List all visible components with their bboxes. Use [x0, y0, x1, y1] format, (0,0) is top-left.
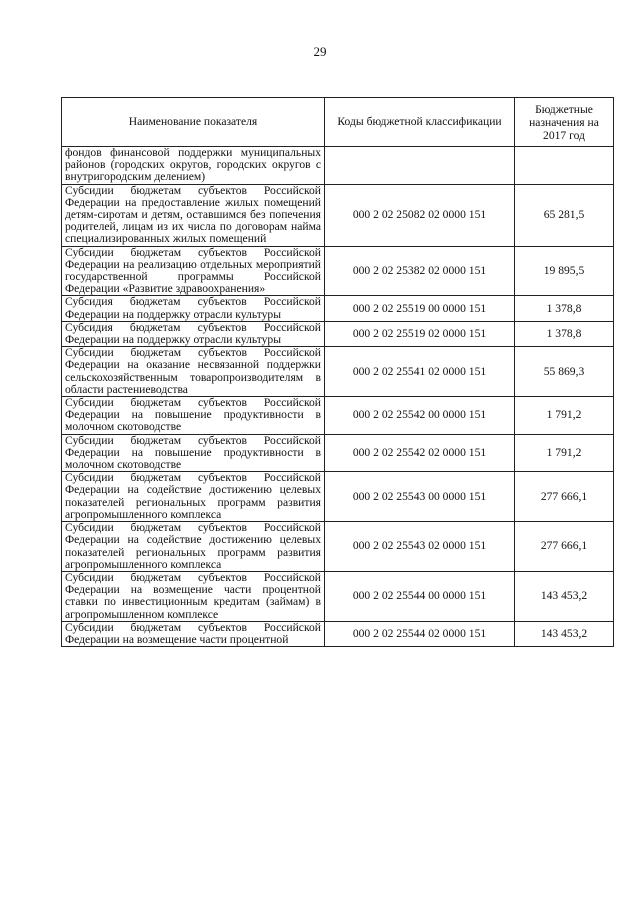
header-code: Коды бюджетной классификации: [325, 98, 515, 147]
row-code: 000 2 02 25519 00 0000 151: [325, 296, 515, 321]
budget-table: [61, 97, 614, 647]
table-row: [62, 347, 614, 397]
row-name: Субсидии бюджетам субъектов Российской Федерации на возмещение части процентной: [62, 621, 325, 646]
table-row: [62, 571, 614, 621]
row-code: 000 2 02 25541 02 0000 151: [325, 347, 515, 397]
header-amount: Бюджетные назначения на 2017 год: [515, 98, 614, 147]
row-code: 000 2 02 25382 02 0000 151: [325, 246, 515, 296]
row-name: Субсидии бюджетам субъектов Российской Федерации на содействие достижению целевых показателей региональных программ развития агропромышленного комплекса: [62, 472, 325, 522]
row-amount: 19 895,5: [515, 246, 614, 296]
row-name: Субсидии бюджетам субъектов Российской Федерации на оказание несвязанной поддержки сельскохозяйственным товаропроизводителям в области растениеводства: [62, 347, 325, 397]
row-name: Субсидии бюджетам субъектов Российской Федерации на возмещение части процентной ставки по инвестиционным кредитам (займам) в агропромышленном комплексе: [62, 571, 325, 621]
table-header-row: [62, 98, 614, 147]
row-amount: 1 378,8: [515, 296, 614, 321]
row-amount: 277 666,1: [515, 472, 614, 522]
row-code: 000 2 02 25543 02 0000 151: [325, 522, 515, 572]
table-row: [62, 321, 614, 346]
row-name: Субсидии бюджетам субъектов Российской Федерации на предоставление жилых помещений детям-сиротам и детям, оставшимся без попечения родителей, лицам из их числа по договорам найма специализированных жилых помещений: [62, 184, 325, 246]
table-row: [62, 397, 614, 435]
page-number: 29: [313, 44, 327, 59]
row-code: 000 2 02 25544 02 0000 151: [325, 621, 515, 646]
table-row: [62, 434, 614, 472]
row-amount: 1 791,2: [515, 434, 614, 472]
header-name: Наименование показателя: [62, 98, 325, 147]
row-name: фондов финансовой поддержки муниципальных районов (городских округов, городских округов с внутригородским делением): [62, 147, 325, 185]
row-code: 000 2 02 25543 00 0000 151: [325, 472, 515, 522]
row-name: Субсидия бюджетам субъектов Российской Федерации на поддержку отрасли культуры: [62, 296, 325, 321]
row-amount: 55 869,3: [515, 347, 614, 397]
row-name: Субсидии бюджетам субъектов Российской Федерации на повышение продуктивности в молочном скотоводстве: [62, 434, 325, 472]
row-code: 000 2 02 25544 00 0000 151: [325, 571, 515, 621]
row-code: 000 2 02 25082 02 0000 151: [325, 184, 515, 246]
row-code: 000 2 02 25542 02 0000 151: [325, 434, 515, 472]
table-row: [62, 147, 614, 185]
row-name: Субсидия бюджетам субъектов Российской Федерации на поддержку отрасли культуры: [62, 321, 325, 346]
row-amount: 143 453,2: [515, 621, 614, 646]
table-row: [62, 184, 614, 246]
row-amount: 143 453,2: [515, 571, 614, 621]
row-name: Субсидии бюджетам субъектов Российской Федерации на повышение продуктивности в молочном скотоводстве: [62, 397, 325, 435]
row-amount: 65 281,5: [515, 184, 614, 246]
table-row: [62, 472, 614, 522]
row-code: [325, 147, 515, 185]
row-amount: 277 666,1: [515, 522, 614, 572]
table-row: [62, 246, 614, 296]
row-amount: 1 791,2: [515, 397, 614, 435]
row-code: 000 2 02 25519 02 0000 151: [325, 321, 515, 346]
row-amount: 1 378,8: [515, 321, 614, 346]
table-row: [62, 296, 614, 321]
row-amount: [515, 147, 614, 185]
row-code: 000 2 02 25542 00 0000 151: [325, 397, 515, 435]
table-row: [62, 621, 614, 646]
table-row: [62, 522, 614, 572]
row-name: Субсидии бюджетам субъектов Российской Федерации на содействие достижению целевых показателей региональных программ развития агропромышленного комплекса: [62, 522, 325, 572]
row-name: Субсидии бюджетам субъектов Российской Федерации на реализацию отдельных мероприятий государственной программы Российской Федерации «Развитие здравоохранения»: [62, 246, 325, 296]
